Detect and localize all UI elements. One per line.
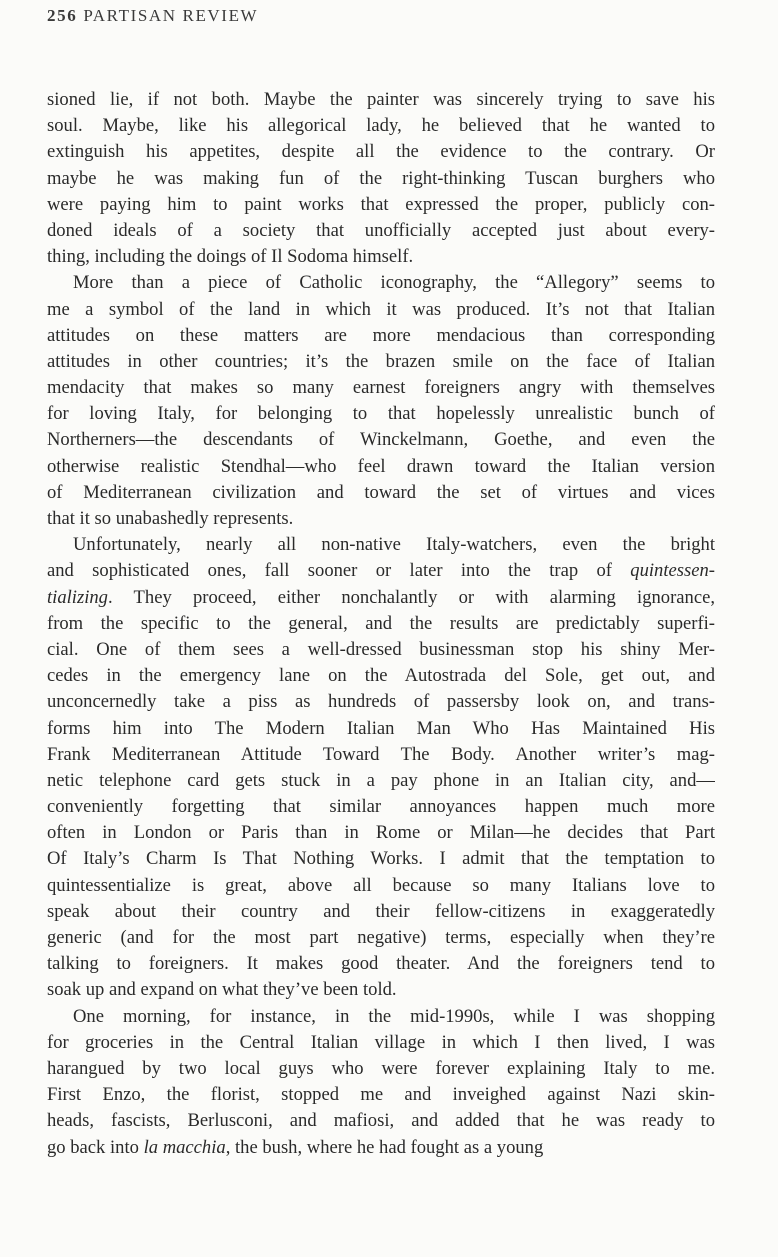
text-line: from the specific to the general, and the results are predictably superfi-	[47, 612, 715, 634]
paragraph	[47, 87, 715, 270]
article-body	[47, 87, 715, 1161]
text-line: me a symbol of the land in which it was produced. It’s not that Italian	[47, 298, 715, 320]
text-line: conveniently forgetting that similar annoyances happen much more	[47, 796, 715, 818]
text-line: One morning, for instance, in the mid-1990s, while I was shopping	[73, 1005, 715, 1027]
text-line: were paying him to paint works that expressed the proper, publicly con-	[47, 193, 715, 215]
text-line: heads, fascists, Berlusconi, and mafiosi, and added that he was ready to	[47, 1110, 715, 1132]
text-line: for groceries in the Central Italian village in which I then lived, I was	[47, 1031, 715, 1053]
paragraph	[47, 532, 715, 1003]
text-line: attitudes on these matters are more mendacious than corresponding	[47, 324, 715, 346]
text-line: thing, including the doings of Il Sodoma himself.	[47, 246, 414, 268]
text-line: attitudes in other countries; it’s the brazen smile on the face of Italian	[47, 350, 715, 372]
text-line: unconcernedly take a piss as hundreds of passersby look on, and trans-	[47, 691, 715, 713]
text-line: tializing. They proceed, either nonchalantly or with alarming ignorance,	[47, 586, 715, 608]
text-line: speak about their country and their fellow-citizens in exaggeratedly	[47, 900, 715, 922]
text-line: soul. Maybe, like his allegorical lady, he believed that he wanted to	[47, 115, 715, 137]
text-line: cial. One of them sees a well-dressed businessman stop his shiny Mer-	[47, 638, 715, 660]
text-line: generic (and for the most part negative) terms, especially when they’re	[47, 927, 715, 948]
text-line: First Enzo, the florist, stopped me and inveighed against Nazi skin-	[47, 1084, 715, 1106]
text-line: Frank Mediterranean Attitude Toward The Body. Another writer’s mag-	[47, 743, 715, 765]
text-line: More than a piece of Catholic iconography, the “Allegory” seems to	[73, 272, 715, 294]
text-line: forms him into The Modern Italian Man Who Has Maintained His	[47, 717, 715, 739]
text-line: mendacity that makes so many earnest foreigners angry with themselves	[47, 377, 715, 399]
text-line: and sophisticated ones, fall sooner or later into the trap of quintessen-	[47, 560, 715, 582]
text-line: Of Italy’s Charm Is That Nothing Works. I admit that the temptation to	[47, 848, 715, 870]
text-line: extinguish his appetites, despite all the evidence to the contrary. Or	[47, 141, 715, 163]
text-line: harangued by two local guys who were forever explaining Italy to me.	[47, 1057, 715, 1079]
text-line: quintessentialize is great, above all because so many Italians love to	[47, 874, 715, 896]
text-line: doned ideals of a society that unofficially accepted just about every-	[47, 219, 715, 241]
text-line: Unfortunately, nearly all non-native Italy-watchers, even the bright	[73, 534, 715, 556]
paragraph	[47, 1004, 715, 1161]
journal-title: PARTISAN REVIEW	[83, 6, 259, 25]
text-line: sioned lie, if not both. Maybe the painter was sincerely trying to save his	[47, 89, 715, 110]
text-line: cedes in the emergency lane on the Autostrada del Sole, get out, and	[47, 665, 715, 687]
page-number: 256	[47, 6, 78, 25]
text-line: for loving Italy, for belonging to that hopelessly unrealistic bunch of	[47, 403, 715, 425]
text-line: often in London or Paris than in Rome or Milan—he decides that Part	[47, 822, 715, 844]
text-line: go back into la macchia, the bush, where he had fought as a young	[47, 1136, 544, 1158]
text-line: Northerners—the descendants of Winckelmann, Goethe, and even the	[47, 429, 715, 451]
text-line: talking to foreigners. It makes good theater. And the foreigners tend to	[47, 953, 715, 975]
text-line: netic telephone card gets stuck in a pay phone in an Italian city, and—	[47, 769, 715, 791]
text-line: otherwise realistic Stendhal—who feel drawn toward the Italian version	[47, 455, 715, 477]
paragraph	[47, 270, 715, 532]
text-line: soak up and expand on what they’ve been told.	[47, 979, 397, 1001]
text-line: that it so unabashedly represents.	[47, 508, 294, 529]
running-head	[47, 6, 258, 26]
text-line: maybe he was making fun of the right-thinking Tuscan burghers who	[47, 167, 715, 189]
text-line: of Mediterranean civilization and toward the set of virtues and vices	[47, 481, 715, 503]
